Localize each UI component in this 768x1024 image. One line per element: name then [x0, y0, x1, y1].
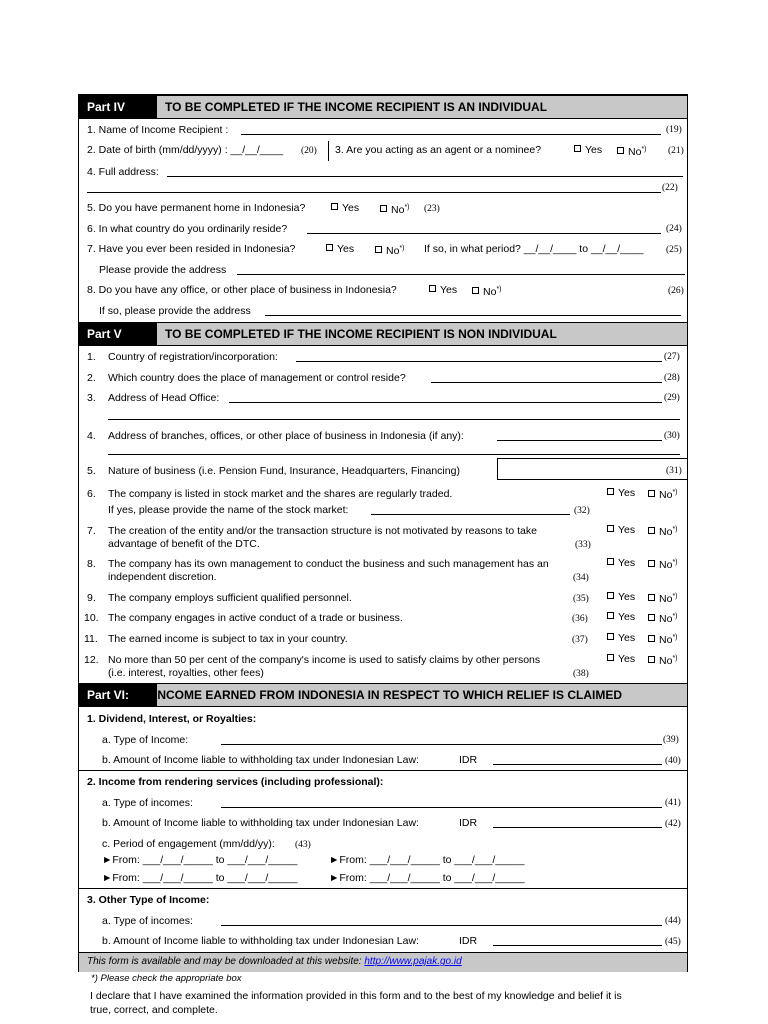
q5-no[interactable]: No*) — [380, 202, 410, 216]
checkbox[interactable] — [648, 490, 655, 497]
item10-no[interactable]: No*) — [648, 611, 678, 625]
checkbox[interactable] — [607, 488, 614, 495]
q7-address-label: Please provide the address — [99, 264, 227, 276]
item11-no[interactable]: No*) — [648, 632, 678, 646]
pv-item-text2: advantage of benefit of the DTC. — [108, 538, 260, 550]
field-number-19: (19) — [666, 125, 682, 135]
field-number-30: (30) — [664, 431, 680, 441]
yes-label: Yes — [618, 632, 636, 644]
footnote: *) Please check the appropriate box — [91, 973, 242, 984]
checkbox[interactable] — [574, 145, 581, 152]
pv-item-text2: If yes, please provide the name of the stock market: — [108, 504, 349, 516]
idr-label: IDR — [459, 754, 478, 766]
management-country-field[interactable] — [431, 382, 662, 383]
stock-market-field[interactable] — [371, 514, 570, 515]
declaration-line-2: true, correct, and complete. — [90, 1004, 218, 1016]
checkbox[interactable] — [648, 560, 655, 567]
pv-item-text: The company employs sufficient qualified personnel. — [108, 592, 352, 604]
s1-amount-field[interactable] — [493, 764, 662, 765]
q3-yes[interactable] — [574, 144, 602, 156]
item12-no[interactable]: No*) — [648, 653, 678, 667]
s3b-label: b. Amount of Income liable to withholding tax under Indonesian Law: — [102, 935, 419, 947]
pv-item-text: Nature of business (i.e. Pension Fund, Insurance, Headquarters, Financing) — [108, 465, 460, 477]
q7-yes[interactable] — [326, 243, 354, 255]
field-number-39: (39) — [663, 735, 679, 745]
part-vi-header — [79, 683, 687, 707]
yes-label: Yes — [618, 487, 636, 499]
field-number-31: (31) — [666, 466, 682, 476]
checkbox[interactable] — [607, 654, 614, 661]
head-office-field[interactable] — [229, 402, 662, 403]
field-number-43: (43) — [295, 840, 311, 850]
s3-amount-field[interactable] — [493, 945, 662, 946]
country-registration-field[interactable] — [296, 361, 662, 362]
yes-label: Yes — [618, 557, 636, 569]
pv-item-no: 11. — [84, 633, 98, 645]
no-label: No — [659, 526, 673, 538]
item11-yes[interactable] — [607, 632, 635, 644]
part-v-title: TO BE COMPLETED IF THE INCOME RECIPIENT IS NON INDIVIDUAL — [165, 327, 557, 341]
field-number-25: (25) — [666, 245, 682, 255]
part-iv-title: TO BE COMPLETED IF THE INCOME RECIPIENT IS AN INDIVIDUAL — [165, 100, 548, 114]
field-number-40: (40) — [665, 756, 681, 766]
field-number-29: (29) — [664, 393, 680, 403]
item10-yes[interactable] — [607, 611, 635, 623]
field-number-35: (35) — [573, 594, 589, 604]
pv-item-no: 7. — [87, 525, 96, 537]
s2b-label: b. Amount of Income liable to withholding tax under Indonesian Law: — [102, 817, 419, 829]
address-field-2[interactable] — [87, 192, 661, 193]
pv-item-text: The company engages in active conduct of a trade or business. — [108, 612, 403, 624]
field-number-34: (34) — [573, 573, 589, 583]
q7-period: If so, in what period? __/__/____ to __/__/____ — [424, 243, 644, 255]
s3a-label: a. Type of incomes: — [102, 915, 193, 927]
field-number-24: (24) — [666, 224, 682, 234]
branches-field[interactable] — [497, 440, 662, 441]
checkbox[interactable] — [607, 612, 614, 619]
country-field[interactable] — [307, 233, 661, 234]
divider — [328, 141, 329, 161]
checkbox[interactable] — [375, 246, 382, 253]
pv-item-text: The company has its own management to conduct the business and such management has an — [108, 558, 549, 570]
yes-label: Yes — [337, 243, 355, 255]
s2-amount-field[interactable] — [493, 827, 662, 828]
pajak-website-link[interactable]: http://www.pajak.go.id — [364, 956, 462, 967]
yes-label: Yes — [618, 591, 636, 603]
no-label: No — [659, 655, 673, 667]
form-table — [78, 94, 688, 972]
name-field[interactable] — [241, 134, 661, 135]
q7-no[interactable]: No*) — [375, 243, 405, 257]
field-number-36: (36) — [572, 614, 588, 624]
idr-label: IDR — [459, 817, 478, 829]
yes-label: Yes — [585, 144, 603, 156]
field-number-32: (32) — [574, 506, 590, 516]
field-number-20: (20) — [301, 146, 317, 156]
nature-of-business-box[interactable] — [497, 458, 687, 480]
part-v-header — [79, 322, 687, 346]
part-vi-label: Part VI: — [79, 684, 157, 706]
field-number-33: (33) — [575, 540, 591, 550]
checkbox[interactable] — [648, 635, 655, 642]
no-label: No — [483, 286, 497, 298]
field-number-28: (28) — [664, 373, 680, 383]
checkbox[interactable] — [607, 633, 614, 640]
no-label: No — [659, 489, 673, 501]
no-label: No — [628, 146, 642, 158]
s1a-label: a. Type of Income: — [102, 734, 189, 746]
pv-item-no: 8. — [87, 558, 96, 570]
pv-item-text2: (i.e. interest, royalties, other fees) — [108, 667, 264, 679]
checkbox[interactable] — [607, 592, 614, 599]
q6-label: 6. In what country do you ordinarily reside? — [87, 223, 288, 235]
yes-label: Yes — [342, 202, 360, 214]
field-number-41: (41) — [665, 798, 681, 808]
no-label: No — [386, 245, 400, 257]
item7-yes[interactable] — [607, 524, 635, 536]
field-number-27: (27) — [664, 352, 680, 362]
no-label: No — [659, 634, 673, 646]
q5-label: 5. Do you have permanent home in Indonesia? — [87, 202, 306, 214]
pv-item-text: The creation of the entity and/or the transaction structure is not motivated by reasons to take — [108, 525, 537, 537]
field-number-23: (23) — [424, 204, 440, 214]
checkbox[interactable] — [648, 594, 655, 601]
item9-yes[interactable] — [607, 591, 635, 603]
field-number-26: (26) — [668, 286, 684, 296]
section-other-heading: 3. Other Type of Income: — [87, 894, 210, 906]
s2c-label: c. Period of engagement (mm/dd/yy): — [102, 838, 275, 850]
checkbox[interactable] — [607, 525, 614, 532]
checkbox[interactable] — [429, 285, 436, 292]
period-from-3[interactable]: ►From: ___/___/_____ to ___/___/_____ — [102, 872, 298, 884]
pv-item-no: 1. — [87, 351, 96, 363]
pv-item-text: The earned income is subject to tax in your country. — [108, 633, 348, 645]
pv-item-text2: independent discretion. — [108, 571, 217, 583]
q8-address-label: If so, please provide the address — [99, 305, 251, 317]
s2a-label: a. Type of incomes: — [102, 797, 193, 809]
field-number-38: (38) — [573, 669, 589, 679]
q3-no[interactable]: No*) — [617, 144, 647, 158]
footer-bar — [79, 952, 687, 972]
field-number-21: (21) — [668, 146, 684, 156]
checkbox[interactable] — [617, 147, 624, 154]
no-label: No — [659, 559, 673, 571]
item6-no[interactable]: No*) — [648, 487, 678, 501]
pv-item-no: 4. — [87, 430, 96, 442]
field-number-45: (45) — [665, 937, 681, 947]
footer-text: This form is available and may be downloaded at this website: — [87, 956, 362, 967]
yes-label: Yes — [618, 653, 636, 665]
item9-no[interactable]: No*) — [648, 591, 678, 605]
item12-yes[interactable] — [607, 653, 635, 665]
branches-field-2[interactable] — [108, 454, 680, 455]
pv-item-no: 5. — [87, 465, 96, 477]
q8-label: 8. Do you have any office, or other place of business in Indonesia? — [87, 284, 397, 296]
q7-address-field[interactable] — [237, 274, 685, 275]
field-number-42: (42) — [665, 819, 681, 829]
pv-item-no: 12. — [84, 654, 99, 666]
q8-address-field[interactable] — [265, 315, 681, 316]
field-number-22: (22) — [662, 183, 678, 193]
checkbox[interactable] — [326, 244, 333, 251]
checkbox[interactable] — [380, 205, 387, 212]
part-vi-title: INCOME EARNED FROM INDONESIA IN RESPECT TO WHICH RELIEF IS CLAIMED — [154, 688, 623, 702]
q4-label: 4. Full address: — [87, 166, 159, 178]
item7-no[interactable]: No*) — [648, 524, 678, 538]
pv-item-text: The company is listed in stock market and the shares are regularly traded. — [108, 488, 453, 500]
q7-label: 7. Have you ever been resided in Indonesia? — [87, 243, 296, 255]
checkbox[interactable] — [648, 527, 655, 534]
pv-item-text: Address of branches, offices, or other place of business in Indonesia (if any): — [108, 430, 464, 442]
period-from-4[interactable]: ►From: ___/___/_____ to ___/___/_____ — [329, 872, 525, 884]
s2-type-field[interactable] — [221, 807, 662, 808]
field-number-37: (37) — [572, 635, 588, 645]
item8-no[interactable]: No*) — [648, 557, 678, 571]
s1-type-field[interactable] — [221, 744, 662, 745]
checkbox[interactable] — [331, 203, 338, 210]
pv-item-no: 6. — [87, 488, 96, 500]
pv-item-no: 3. — [87, 392, 96, 404]
checkbox[interactable] — [648, 614, 655, 621]
part-v-label: Part V — [79, 323, 157, 345]
q1-label: 1. Name of Income Recipient : — [87, 124, 229, 136]
s3-type-field[interactable] — [221, 925, 662, 926]
no-label: No — [659, 613, 673, 625]
checkbox[interactable] — [472, 287, 479, 294]
no-label: No — [659, 593, 673, 605]
address-field[interactable] — [167, 176, 683, 177]
part-iv-label: Part IV — [79, 96, 157, 118]
q8-yes[interactable] — [429, 284, 457, 296]
pv-item-text: Address of Head Office: — [108, 392, 220, 404]
q8-no[interactable]: No*) — [472, 284, 502, 298]
head-office-field-2[interactable] — [108, 419, 680, 420]
pv-item-text: Which country does the place of management or control reside? — [108, 372, 406, 384]
declaration-line-1: I declare that I have examined the information provided in this form and to the best of my knowledge and belief it is — [90, 990, 622, 1002]
period-from-1[interactable]: ►From: ___/___/_____ to ___/___/_____ — [102, 854, 298, 866]
section-dividend-heading: 1. Dividend, Interest, or Royalties: — [87, 713, 257, 725]
divider — [79, 770, 687, 771]
no-label: No — [391, 204, 405, 216]
pv-item-no: 10. — [84, 612, 99, 624]
checkbox[interactable] — [607, 558, 614, 565]
field-number-44: (44) — [665, 916, 681, 926]
checkbox[interactable] — [648, 656, 655, 663]
period-from-2[interactable]: ►From: ___/___/_____ to ___/___/_____ — [329, 854, 525, 866]
divider — [79, 888, 687, 889]
part-iv-header — [79, 95, 687, 119]
q5-yes[interactable] — [331, 202, 359, 214]
pv-item-no: 9. — [87, 592, 96, 604]
yes-label: Yes — [618, 524, 636, 536]
idr-label: IDR — [459, 935, 478, 947]
pv-item-text: Country of registration/incorporation: — [108, 351, 278, 363]
q3-label: 3. Are you acting as an agent or a nominee? — [335, 144, 542, 156]
pv-item-no: 2. — [87, 372, 96, 384]
q2-label: 2. Date of birth (mm/dd/yyyy) : __/__/____ — [87, 144, 284, 156]
s1b-label: b. Amount of Income liable to withholding tax under Indonesian Law: — [102, 754, 419, 766]
yes-label: Yes — [440, 284, 458, 296]
yes-label: Yes — [618, 611, 636, 623]
item6-yes[interactable] — [607, 487, 635, 499]
pv-item-text: No more than 50 per cent of the company's income is used to satisfy claims by other persons — [108, 654, 541, 666]
section-services-heading: 2. Income from rendering services (including professional): — [87, 776, 384, 788]
item8-yes[interactable] — [607, 557, 635, 569]
